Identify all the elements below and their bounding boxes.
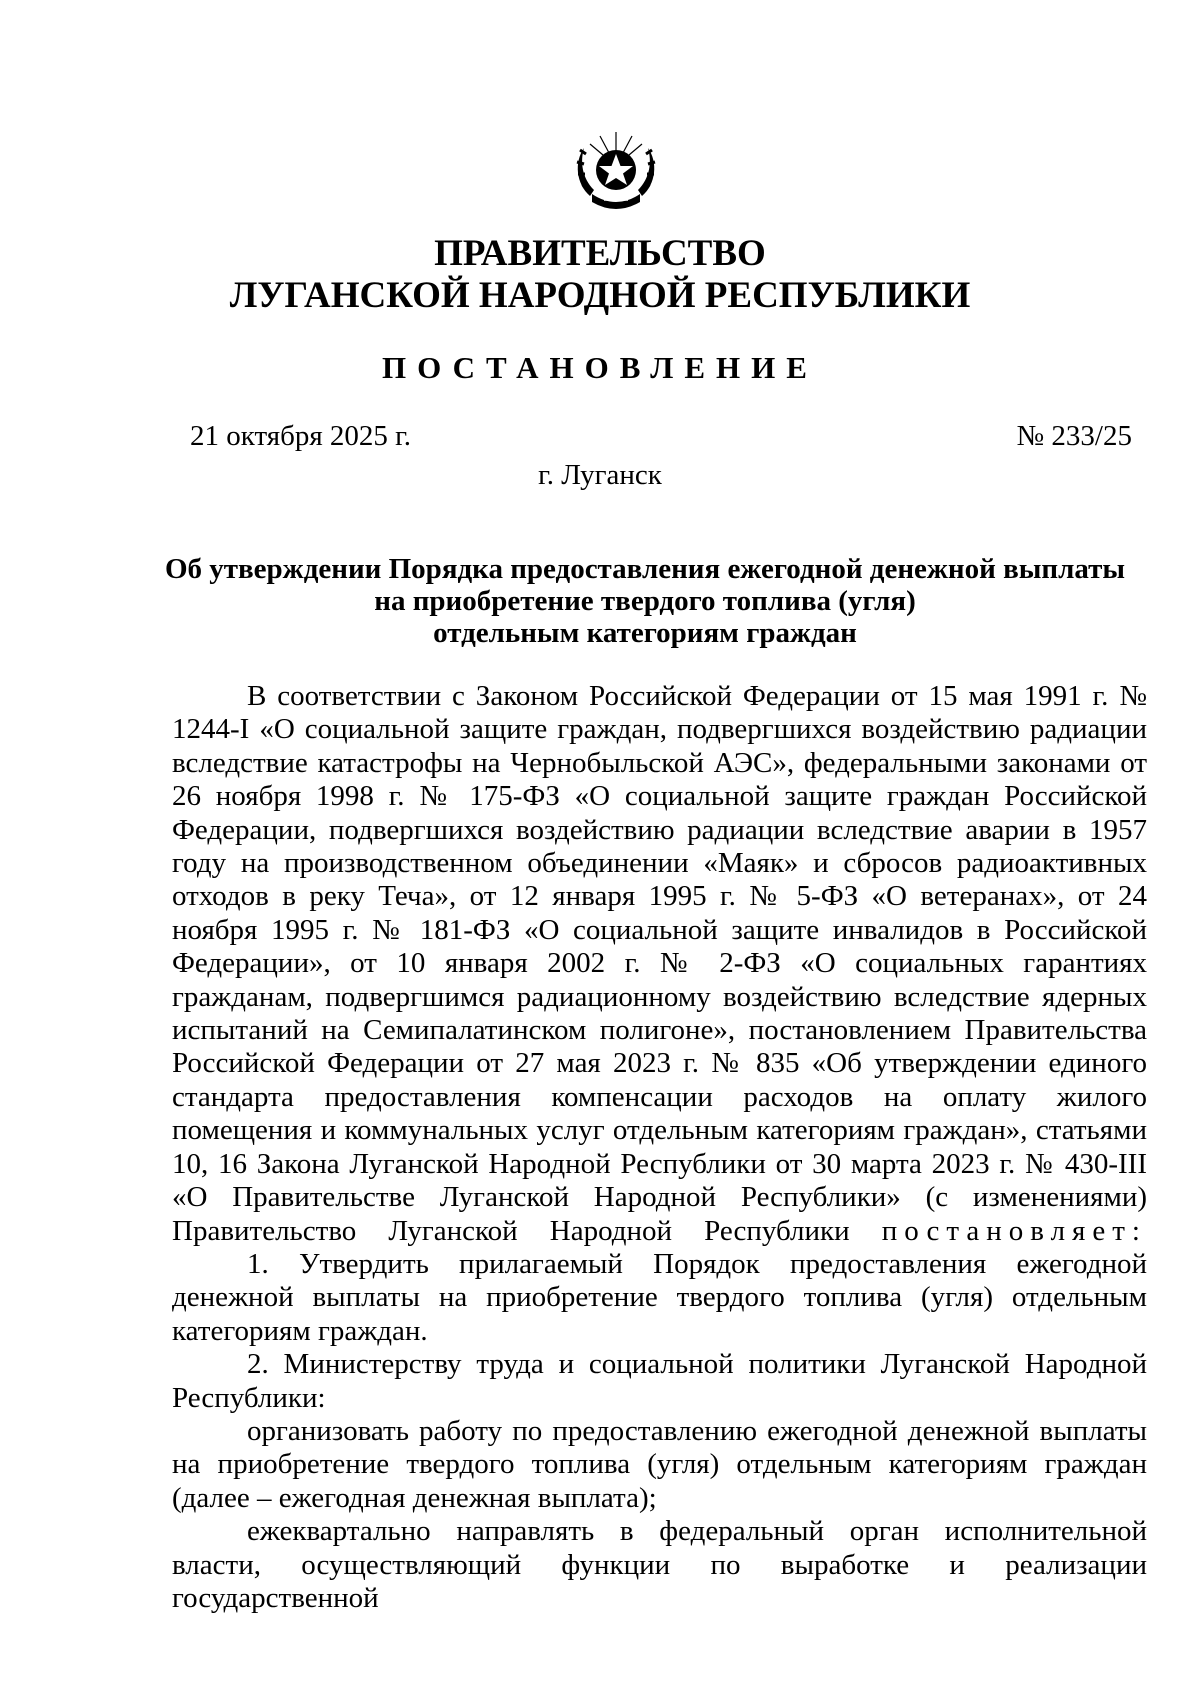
document-city: г. Луганск <box>538 459 662 491</box>
subject-line: Об утверждении Порядка предоставления ежегодной денежной выплаты <box>164 553 1126 585</box>
preamble-paragraph <box>172 680 1147 1248</box>
decrees-word: постановляет: <box>881 1214 1147 1247</box>
item-2-subparagraph: организовать работу по предоставлению ежегодной денежной выплаты на приобретение твердого топлива (угля) отдельным категориям граждан (далее – ежегодная денежная выплата); <box>172 1414 1147 1514</box>
document-subject <box>150 553 1140 649</box>
government-title-line2: ЛУГАНСКОЙ НАРОДНОЙ РЕСПУБЛИКИ <box>229 275 971 316</box>
subject-line: отдельным категориям граждан <box>433 617 857 649</box>
item-2-subparagraph: ежеквартально направлять в федеральный орган исполнительной власти, осуществляющий функции по выработке и реализации государственной <box>172 1515 1147 1614</box>
item-1-paragraph: 1. Утвердить прилагаемый Порядок предоставления ежегодной денежной выплаты на приобретение твердого топлива (угля) отдельным категориям граждан. <box>172 1247 1147 1347</box>
document-date: 21 октября 2025 г. <box>190 420 412 452</box>
subject-line: на приобретение твердого топлива (угля) <box>374 585 916 617</box>
document-type: ПОСТАНОВЛЕНИЕ <box>382 350 818 385</box>
government-title-line1: ПРАВИТЕЛЬСТВО <box>434 233 766 274</box>
document-number: № 233/25 <box>1016 420 1132 452</box>
coat-of-arms-emblem <box>570 126 662 218</box>
preamble-text: В соответствии с Законом Российской Федерации от 15 мая 1991 г. № 1244-I «О социальной защите граждан, подвергшихся воздействию радиации вследствие катастрофы на Чернобыльской АЭС», федеральными законами от 26 ноября 1998 г. № 175-ФЗ «О социальной защите граждан Российской Федерации, подвергшихся воздействию радиации вследствие аварии в 1957 году на производственном объединении «Маяк» и сбросов радиоактивных отходов в реку Теча», от 12 января 1995 г. № 5-ФЗ «О ветеранах», от 24 ноября 1995 г. № 181-ФЗ «О социальной защите инвалидов в Российской Федерации», от 10 января 2002 г. № 2-ФЗ «О социальных гарантиях гражданам, подвергшимся радиационному воздействию вследствие ядерных испытаний на Семипалатинском полигоне», постановлением Правительства Российской Федерации от 27 мая 2023 г. № 835 «Об утверждении единого стандарта предоставления компенсации расходов на оплату жилого помещения и коммунальных услуг отдельным категориям граждан», статьями 10, 16 Закона Луганской Народной Республики от 30 марта 2023 г. № 430-III «О Правительстве Луганской Народной Республики» (с изменениями) Правительство Луганской Народной Республики <box>172 680 1147 1247</box>
item-2-paragraph: 2. Министерству труда и социальной политики Луганской Народной Республики: <box>172 1348 1147 1414</box>
document-body <box>172 680 1147 1615</box>
